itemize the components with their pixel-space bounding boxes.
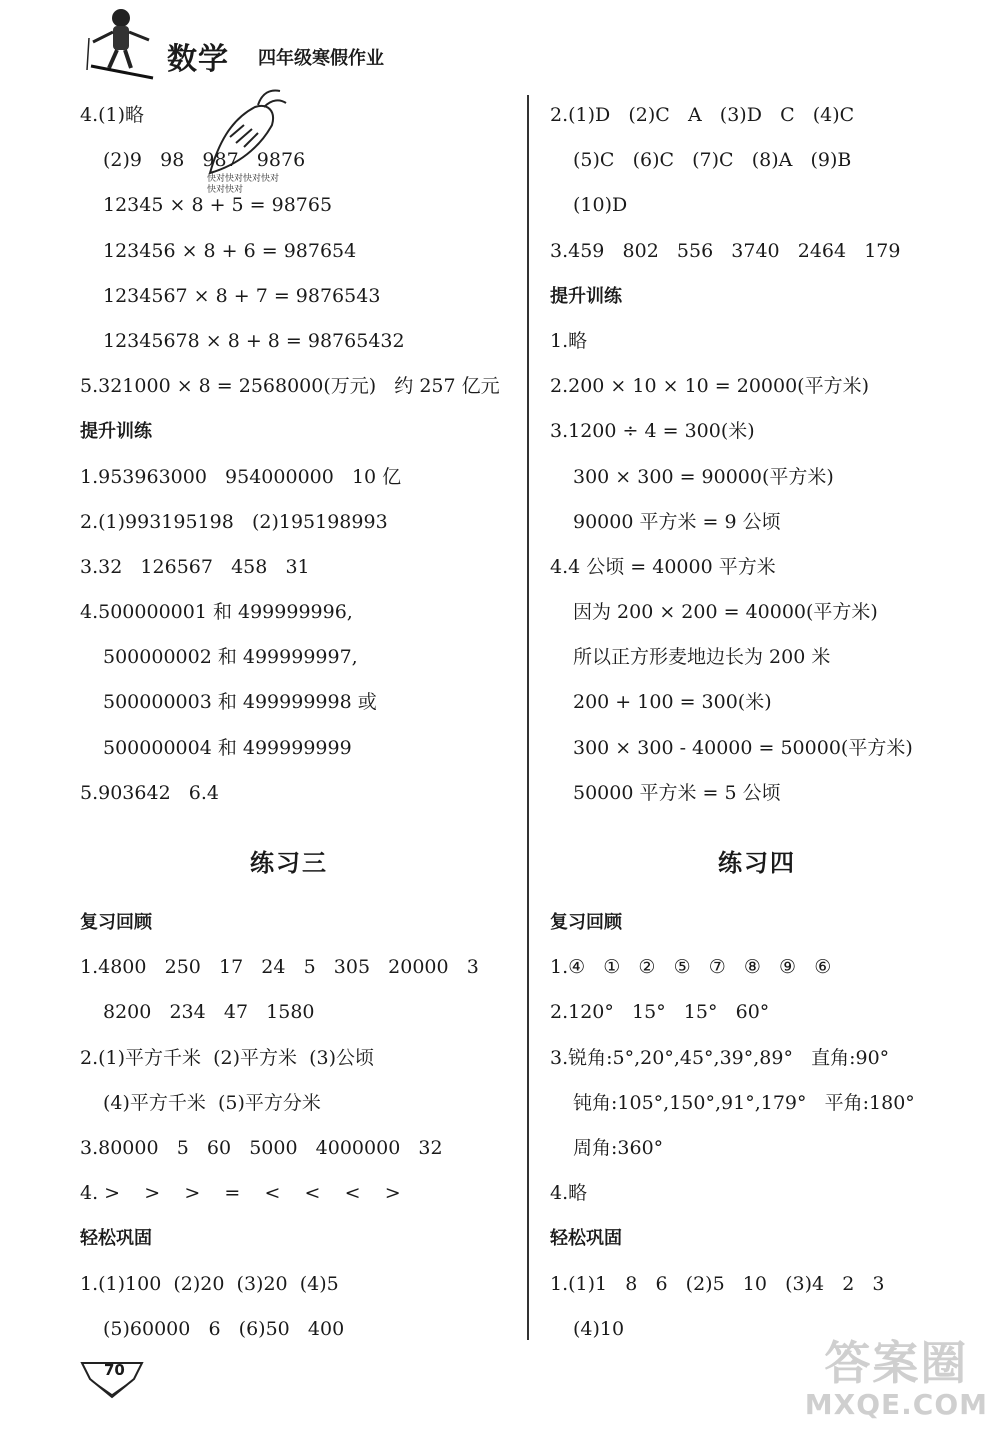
answer-line: 4.略 [550,1182,588,1205]
answer-line: 3.80000 5 60 5000 4000000 32 [80,1136,443,1159]
section-title-practice-3: 练习三 [250,849,328,877]
answer-line: 2.120° 15° 15° 60° [550,1001,770,1024]
answer-line: 3.32 126567 458 31 [80,555,310,578]
answer-line: 4.4 公顷 = 40000 平方米 [550,555,776,578]
answer-line: 90000 平方米 = 9 公顷 [573,510,781,533]
answer-line: 5.321000 × 8 = 2568000(万元) 约 257 亿元 [80,375,500,398]
answer-line: 1.953963000 954000000 10 亿 [80,465,402,488]
site-watermark [805,1338,988,1421]
answer-line: 200 + 100 = 300(米) [573,691,772,714]
answer-line: 所以正方形麦地边长为 200 米 [573,646,831,669]
answer-line: 1.(1)1 8 6 (2)5 10 (3)4 2 3 [550,1272,885,1295]
section-heading: 轻松巩固 [550,1228,622,1250]
column-divider [527,95,529,1340]
left-column [80,93,520,816]
carrot-stamp-text: 快对快对快对快对快对快对 [207,174,280,195]
answer-line: 12345 × 8 + 5 = 98765 [103,194,333,217]
answer-line: 1234567 × 8 + 7 = 9876543 [103,284,381,307]
answer-line: (2)9 98 987 9876 [103,149,306,172]
answer-line: 2.(1)D (2)C A (3)D C (4)C [550,104,855,126]
right-column [550,93,980,816]
answer-line: (10)D [573,194,628,217]
answer-line: 2.200 × 10 × 10 = 20000(平方米) [550,375,870,398]
answer-line: 1.(1)100 (2)20 (3)20 (4)5 [80,1272,339,1295]
answer-line: (5)C (6)C (7)C (8)A (9)B [573,149,852,172]
section-heading: 复习回顾 [550,912,622,933]
answer-line: 50000 平方米 = 5 公顷 [573,781,781,804]
answer-line: 1.略 [550,329,588,352]
answer-line: 钝角:105°,150°,91°,179° 平角:180° [573,1091,915,1114]
section-heading: 提升训练 [550,285,622,307]
answer-line: 3.1200 ÷ 4 = 300(米) [550,420,755,443]
answer-line: 4.500000001 和 499999996, [80,601,353,624]
answer-line: 1.4800 250 17 24 5 305 20000 3 [80,956,479,979]
answer-line: 300 × 300 = 90000(平方米) [573,465,834,488]
answer-line: 4. > > > = < < < > [80,1182,401,1205]
answer-line: 2.(1)平方千米 (2)平方米 (3)公顷 [80,1046,375,1069]
watermark-url: MXQE.COM [804,1388,988,1421]
section-heading: 轻松巩固 [80,1228,152,1250]
practice-3-answers [80,900,520,1352]
section-heading: 提升训练 [80,421,152,443]
book-subtitle: 四年级寒假作业 [258,48,384,69]
answer-line: 500000004 和 499999999 [103,736,352,759]
answer-line: 500000003 和 499999998 或 [103,691,377,714]
answer-line: 1.④ ① ② ⑤ ⑦ ⑧ ⑨ ⑥ [550,956,832,979]
section-title-practice-4: 练习四 [718,849,796,877]
answer-line: (4)10 [573,1317,625,1340]
practice-4-answers [550,900,980,1352]
skier-mascot-icon [85,4,157,82]
answer-line: 500000002 和 499999997, [103,646,358,669]
page-header [85,0,505,90]
answer-line: 123456 × 8 + 6 = 987654 [103,239,357,262]
watermark-logo: 答案圈 [824,1336,969,1390]
answer-line: 4.(1)略 [80,104,145,126]
answer-line: 3.锐角:5°,20°,45°,39°,89° 直角:90° [550,1046,890,1069]
answer-line: 8200 234 47 1580 [103,1001,315,1024]
answer-line: (4)平方千米 (5)平方分米 [103,1091,321,1114]
answer-line: 2.(1)993195198 (2)195198993 [80,510,388,533]
brand-title: 数学 [167,42,229,77]
section-heading: 复习回顾 [80,912,152,933]
page-number: 70 [104,1361,125,1379]
answer-line: (5)60000 6 (6)50 400 [103,1317,345,1340]
answer-line: 3.459 802 556 3740 2464 179 [550,239,901,262]
answer-line: 300 × 300 - 40000 = 50000(平方米) [573,736,913,759]
answer-line: 5.903642 6.4 [80,781,219,804]
answer-line: 12345678 × 8 + 8 = 98765432 [103,329,405,352]
answer-line: 因为 200 × 200 = 40000(平方米) [573,601,878,624]
answer-line: 周角:360° [573,1136,664,1159]
